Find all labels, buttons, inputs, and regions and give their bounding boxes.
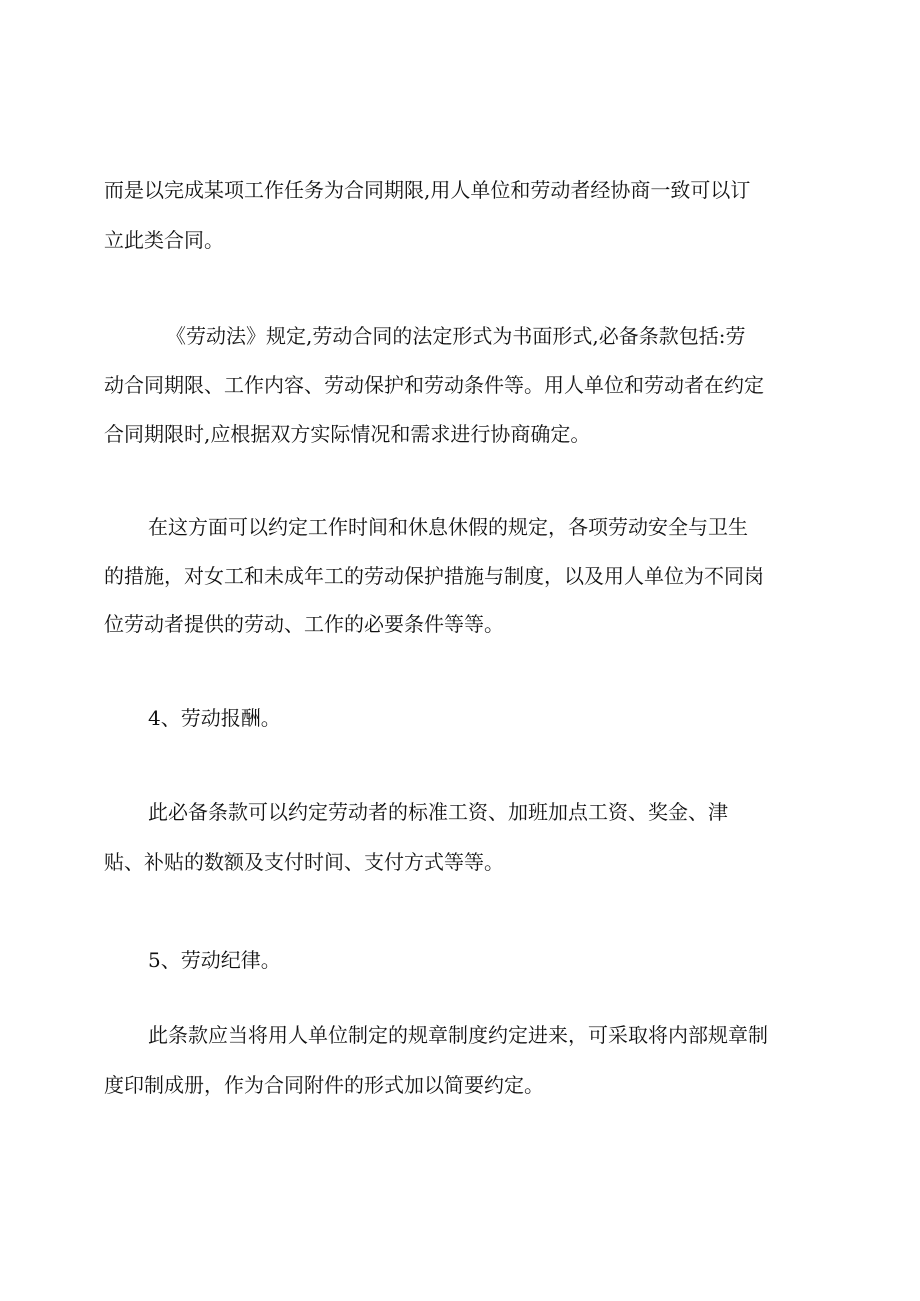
section-heading-4-text: 4、劳动报酬。 bbox=[148, 706, 281, 730]
paragraph-3-line-1: 在这方面可以约定工作时间和休息休假的规定，各项劳动安全与卫生 bbox=[148, 515, 748, 539]
paragraph-2-line-3: 合同期限时,应根据双方实际情况和需求进行协商确定。 bbox=[104, 422, 591, 446]
section-heading-5-text: 5、劳动纪律。 bbox=[148, 948, 281, 972]
paragraph-2-line-1: 《劳动法》规定,劳动合同的法定形式为书面形式,必备条款包括:劳 bbox=[166, 324, 746, 348]
paragraph-1-line-1: 而是以完成某项工作任务为合同期限,用人单位和劳动者经协商一致可以订 bbox=[104, 178, 751, 202]
paragraph-1-line-2: 立此类合同。 bbox=[104, 228, 224, 252]
paragraph-3-line-2: 的措施，对女工和未成年工的劳动保护措施与制度，以及用人单位为不同岗 bbox=[104, 564, 764, 588]
paragraph-5-line-2: 贴、补贴的数额及支付时间、支付方式等等。 bbox=[104, 850, 504, 874]
paragraph-5-line-1: 此必备条款可以约定劳动者的标准工资、加班加点工资、奖金、津 bbox=[148, 800, 728, 824]
paragraph-3-line-3: 位劳动者提供的劳动、工作的必要条件等等。 bbox=[104, 612, 504, 636]
paragraph-7-line-1: 此条款应当将用人单位制定的规章制度约定进来，可采取将内部规章制 bbox=[148, 1023, 768, 1047]
paragraph-2-line-2: 动合同期限、工作内容、劳动保护和劳动条件等。用人单位和劳动者在约定 bbox=[104, 373, 764, 397]
paragraph-7-line-2: 度印制成册，作为合同附件的形式加以简要约定。 bbox=[104, 1073, 544, 1097]
